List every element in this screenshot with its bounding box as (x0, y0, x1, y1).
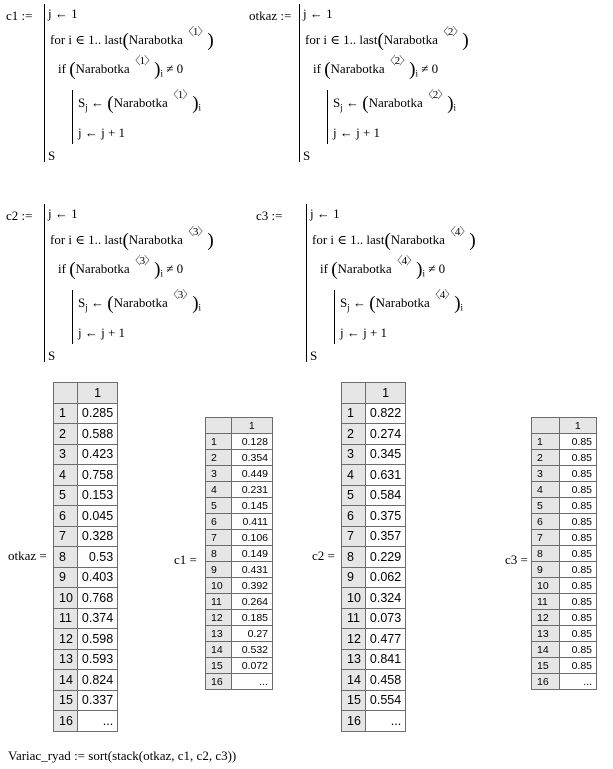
result-label-c1: c1 = (174, 552, 197, 567)
row-index: 8 (342, 547, 366, 568)
program-name: otkaz := (249, 8, 292, 23)
row-value[interactable]: 0.841 (365, 649, 405, 670)
row-value[interactable]: 0.374 (77, 608, 117, 629)
table-row (206, 562, 273, 578)
return-line: S (48, 148, 56, 163)
row-index: 16 (206, 674, 232, 690)
row-value[interactable]: 0.185 (231, 610, 273, 626)
program-name: c2 := (6, 208, 33, 223)
table-row (206, 482, 273, 498)
row-value[interactable]: 0.85 (559, 466, 596, 482)
result-matrix-c2[interactable] (341, 382, 415, 732)
table-row (532, 562, 597, 578)
table-row (532, 466, 597, 482)
table-row (54, 526, 118, 547)
row-value[interactable]: 0.584 (365, 485, 405, 506)
row-value[interactable]: 0.85 (559, 658, 596, 674)
row-index: 4 (532, 482, 560, 498)
table-header-row (532, 418, 597, 434)
row-index: 1 (342, 403, 366, 424)
table-row (342, 506, 406, 527)
table-row (532, 514, 597, 530)
table-row (206, 674, 273, 690)
table-row (532, 578, 597, 594)
for-line: for i ∈ 1.. last(Narabotka$^{〈1〉}$) (50, 26, 214, 51)
table-row (532, 610, 597, 626)
table-row (206, 434, 273, 450)
row-value[interactable]: 0.85 (559, 546, 596, 562)
table-row (54, 690, 118, 711)
row-value[interactable]: 0.458 (365, 670, 405, 691)
table-row (342, 465, 406, 486)
row-index: 12 (206, 610, 232, 626)
row-value[interactable]: 0.53 (77, 547, 117, 568)
table-row (54, 608, 118, 629)
table-row (342, 444, 406, 465)
row-value[interactable]: 0.229 (365, 547, 405, 568)
row-index: 12 (532, 610, 560, 626)
row-index: 14 (206, 642, 232, 658)
table-row (206, 498, 273, 514)
table-row (342, 547, 406, 568)
row-index: 13 (206, 626, 232, 642)
table-row (532, 450, 597, 466)
row-value[interactable]: 0.285 (77, 403, 117, 424)
row-value[interactable]: 0.045 (77, 506, 117, 527)
table-row (532, 482, 597, 498)
row-index: 3 (206, 466, 232, 482)
program-name: c3 := (256, 208, 283, 223)
for-line: for i ∈ 1.. last(Narabotka$^{〈3〉}$) (50, 226, 214, 251)
row-index: 9 (206, 562, 232, 578)
assign-line: $S_j$ ← $(Narabotka^{〈2〉})_i$ (333, 89, 457, 114)
table-row (206, 514, 273, 530)
row-index: 8 (532, 546, 560, 562)
table-row (54, 403, 118, 424)
row-index: 8 (54, 547, 78, 568)
row-value[interactable]: 0.598 (77, 629, 117, 650)
assign-line: $S_j$ ← $(Narabotka^{〈4〉})_i$ (340, 289, 464, 314)
row-index: 9 (342, 567, 366, 588)
row-value[interactable]: ... (77, 711, 117, 732)
row-index: 5 (206, 498, 232, 514)
table-row (342, 485, 406, 506)
row-value[interactable]: 0.345 (365, 444, 405, 465)
row-value[interactable]: 0.392 (231, 578, 273, 594)
init-line: j ← 1 (303, 6, 333, 21)
result-matrix-c3[interactable] (531, 417, 597, 690)
row-index: 11 (532, 594, 560, 610)
table-row (532, 658, 597, 674)
row-index: 15 (532, 658, 560, 674)
row-value[interactable]: 0.85 (559, 482, 596, 498)
final-rhs: sort(stack(otkaz, c1, c2, c3)) (88, 748, 237, 763)
row-index: 10 (342, 588, 366, 609)
row-value[interactable]: 0.85 (559, 530, 596, 546)
row-index: 1 (54, 403, 78, 424)
row-value[interactable]: 0.128 (231, 434, 273, 450)
row-value[interactable]: 0.337 (77, 690, 117, 711)
row-value[interactable]: 0.375 (365, 506, 405, 527)
result-label-c3: c3 = (505, 552, 528, 567)
table-row (532, 626, 597, 642)
if-line: if $(Narabotka^{〈2〉})_i \ne 0$ (313, 55, 439, 80)
row-index: 4 (206, 482, 232, 498)
row-index: 9 (54, 567, 78, 588)
row-index: 7 (54, 526, 78, 547)
table-row (206, 530, 273, 546)
row-index: 7 (532, 530, 560, 546)
row-value[interactable]: ... (365, 711, 405, 732)
table-row (54, 465, 118, 486)
row-value[interactable]: 0.072 (231, 658, 273, 674)
table-row (342, 526, 406, 547)
table-row (206, 642, 273, 658)
init-line: j ← 1 (48, 206, 78, 221)
row-value[interactable]: 0.431 (231, 562, 273, 578)
final-lhs: Variac_ryad (8, 748, 71, 763)
increment-line: j ← j + 1 (78, 325, 126, 340)
row-index: 14 (54, 670, 78, 691)
row-index: 8 (206, 546, 232, 562)
row-value[interactable]: 0.85 (559, 594, 596, 610)
table-row (54, 506, 118, 527)
row-index: 15 (342, 690, 366, 711)
row-value[interactable]: 0.449 (231, 466, 273, 482)
table-row (342, 690, 406, 711)
table-row (206, 626, 273, 642)
table-row (54, 711, 118, 732)
table-row (532, 642, 597, 658)
row-value[interactable]: 0.85 (559, 626, 596, 642)
row-value[interactable]: 0.631 (365, 465, 405, 486)
row-value[interactable]: 0.354 (231, 450, 273, 466)
row-value[interactable]: 0.85 (559, 610, 596, 626)
return-line: S (303, 148, 311, 163)
row-index: 9 (532, 562, 560, 578)
table-row (54, 567, 118, 588)
row-value[interactable]: 0.588 (77, 424, 117, 445)
row-index: 15 (206, 658, 232, 674)
row-index: 5 (54, 485, 78, 506)
row-value[interactable]: 0.85 (559, 498, 596, 514)
row-index: 5 (342, 485, 366, 506)
row-value[interactable]: 0.85 (559, 450, 596, 466)
row-index: 7 (206, 530, 232, 546)
row-index: 5 (532, 498, 560, 514)
table-row (532, 546, 597, 562)
row-value[interactable]: 0.073 (365, 608, 405, 629)
table-row (342, 588, 406, 609)
table-row (206, 466, 273, 482)
table-row (54, 424, 118, 445)
row-value[interactable]: 0.106 (231, 530, 273, 546)
table-row (54, 670, 118, 691)
row-value[interactable]: 0.85 (559, 578, 596, 594)
table-row (532, 530, 597, 546)
row-index: 13 (54, 649, 78, 670)
row-index: 16 (54, 711, 78, 732)
assign-line: $S_j$ ← $(Narabotka^{〈3〉})_i$ (78, 289, 202, 314)
table-row (54, 444, 118, 465)
table-row (54, 629, 118, 650)
result-matrix-c1[interactable] (205, 417, 273, 690)
row-value[interactable]: 0.328 (77, 526, 117, 547)
row-value[interactable]: 0.477 (365, 629, 405, 650)
row-index: 10 (206, 578, 232, 594)
if-line: if $(Narabotka^{〈4〉})_i \ne 0$ (320, 255, 446, 280)
row-value[interactable]: 0.27 (231, 626, 273, 642)
increment-line: j ← j + 1 (78, 125, 126, 140)
row-value[interactable]: 0.768 (77, 588, 117, 609)
table-row (532, 434, 597, 450)
program-name: c1 := (6, 8, 33, 23)
row-value[interactable]: 0.145 (231, 498, 273, 514)
row-index: 3 (532, 466, 560, 482)
table-row (54, 649, 118, 670)
column-header: 1 (231, 418, 273, 434)
table-row (206, 450, 273, 466)
row-value[interactable]: 0.85 (559, 434, 596, 450)
row-index: 1 (532, 434, 560, 450)
table-row (54, 485, 118, 506)
table-header-row (206, 418, 273, 434)
row-value[interactable]: 0.758 (77, 465, 117, 486)
row-index: 12 (54, 629, 78, 650)
row-index: 10 (54, 588, 78, 609)
return-line: S (48, 348, 56, 363)
row-index: 6 (206, 514, 232, 530)
row-value[interactable]: 0.824 (77, 670, 117, 691)
column-header: 1 (559, 418, 596, 434)
table-row (206, 610, 273, 626)
table-row (206, 658, 273, 674)
row-index: 4 (342, 465, 366, 486)
row-index: 2 (54, 424, 78, 445)
row-value[interactable]: 0.423 (77, 444, 117, 465)
row-value[interactable]: 0.149 (231, 546, 273, 562)
table-row (54, 547, 118, 568)
final-expression[interactable] (8, 748, 236, 764)
row-index: 14 (532, 642, 560, 658)
row-value[interactable]: 0.554 (365, 690, 405, 711)
row-index: 2 (206, 450, 232, 466)
row-value[interactable]: 0.264 (231, 594, 273, 610)
row-index: 2 (532, 450, 560, 466)
row-index: 1 (206, 434, 232, 450)
row-index: 13 (532, 626, 560, 642)
if-line: if $(Narabotka^{〈3〉})_i \ne 0$ (58, 255, 184, 280)
increment-line: j ← j + 1 (340, 325, 388, 340)
final-assign: := (74, 748, 86, 763)
result-label-c2: c2 = (312, 548, 335, 563)
row-value[interactable]: 0.85 (559, 642, 596, 658)
assign-line: $S_j$ ← $(Narabotka^{〈1〉})_i$ (78, 89, 202, 114)
for-line: for i ∈ 1.. last(Narabotka$^{〈4〉}$) (312, 226, 476, 251)
row-index: 6 (532, 514, 560, 530)
row-index: 12 (342, 629, 366, 650)
column-header: 1 (365, 383, 405, 404)
for-line: for i ∈ 1.. last(Narabotka$^{〈2〉}$) (305, 26, 469, 51)
row-index: 6 (342, 506, 366, 527)
row-index: 10 (532, 578, 560, 594)
init-line: j ← 1 (310, 206, 340, 221)
table-row (342, 629, 406, 650)
result-label-otkaz: otkaz = (8, 548, 47, 563)
row-value[interactable]: 0.403 (77, 567, 117, 588)
row-value[interactable]: 0.274 (365, 424, 405, 445)
row-index: 11 (54, 608, 78, 629)
row-value[interactable]: ... (559, 674, 596, 690)
table-header-row (342, 383, 406, 404)
row-index: 3 (54, 444, 78, 465)
row-index: 13 (342, 649, 366, 670)
table-row (206, 578, 273, 594)
table-row (532, 594, 597, 610)
result-matrix-otkaz[interactable] (53, 382, 133, 732)
increment-line: j ← j + 1 (333, 125, 381, 140)
table-row (342, 567, 406, 588)
row-value[interactable]: 0.822 (365, 403, 405, 424)
row-index: 15 (54, 690, 78, 711)
row-value[interactable]: 0.153 (77, 485, 117, 506)
if-line: if $(Narabotka^{〈1〉})_i \ne 0$ (58, 55, 184, 80)
row-value[interactable]: 0.532 (231, 642, 273, 658)
row-value[interactable]: 0.357 (365, 526, 405, 547)
table-header-row (54, 383, 118, 404)
table-row (532, 674, 597, 690)
table-row (342, 711, 406, 732)
row-index: 11 (206, 594, 232, 610)
row-index: 3 (342, 444, 366, 465)
table-row (342, 670, 406, 691)
table-row (206, 594, 273, 610)
table-row (342, 649, 406, 670)
row-value[interactable]: 0.062 (365, 567, 405, 588)
column-header: 1 (77, 383, 117, 404)
row-value[interactable]: 0.85 (559, 562, 596, 578)
table-row (54, 588, 118, 609)
row-value[interactable]: 0.85 (559, 514, 596, 530)
row-value[interactable]: ... (231, 674, 273, 690)
row-index: 11 (342, 608, 366, 629)
table-row (206, 546, 273, 562)
row-index: 7 (342, 526, 366, 547)
row-value[interactable]: 0.231 (231, 482, 273, 498)
row-value[interactable]: 0.593 (77, 649, 117, 670)
table-row (342, 403, 406, 424)
row-value[interactable]: 0.324 (365, 588, 405, 609)
row-index: 4 (54, 465, 78, 486)
row-index: 16 (532, 674, 560, 690)
table-row (532, 498, 597, 514)
row-index: 2 (342, 424, 366, 445)
row-index: 14 (342, 670, 366, 691)
row-value[interactable]: 0.411 (231, 514, 273, 530)
row-index: 6 (54, 506, 78, 527)
table-row (342, 424, 406, 445)
return-line: S (310, 348, 318, 363)
init-line: j ← 1 (48, 6, 78, 21)
row-index: 16 (342, 711, 366, 732)
table-row (342, 608, 406, 629)
